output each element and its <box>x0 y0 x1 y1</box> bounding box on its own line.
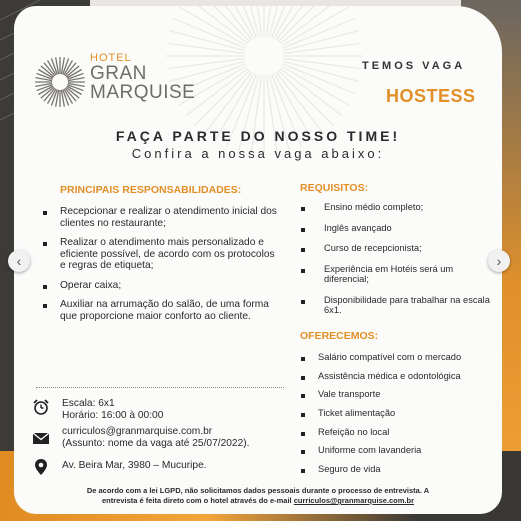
logo-name-line2: MARQUISE <box>90 82 196 103</box>
list-item: Refeição no local <box>298 427 498 438</box>
logo-hotel-label: HOTEL <box>90 52 132 64</box>
temos-vaga-label: TEMOS VAGA <box>362 60 466 72</box>
footer-line2 <box>14 496 502 506</box>
section-divider <box>36 387 284 388</box>
list-item: Ensino médio completo; <box>298 202 498 213</box>
list-item: Disponibilidade para trabalhar na escala 6x1. <box>298 295 498 316</box>
list-item: Salário compatível com o mercado <box>298 352 498 363</box>
list-item: Inglês avançado <box>298 223 498 234</box>
footer-line2-text: entrevista é feita direto com o hotel através do e-mail <box>101 496 292 505</box>
chevron-left-icon: ‹ <box>16 253 22 269</box>
carousel-prev-button[interactable] <box>8 250 30 272</box>
responsibilities-list <box>40 206 278 330</box>
hotel-logo <box>34 52 224 116</box>
offers-title: OFERECEMOS: <box>300 330 379 342</box>
footer-line1: De acordo com a lei LGPD, não solicitamos dados pessoais durante o processo de entrevista. A <box>86 486 430 495</box>
requirements-title: REQUISITOS: <box>300 182 369 194</box>
location-pin-icon <box>32 458 50 476</box>
offers-list <box>298 352 498 483</box>
list-item: Realizar o atendimento mais personalizado e eficiente possível, de acordo com os protocolos e regras de etiqueta; <box>40 237 278 272</box>
logo-name-line1: GRAN <box>90 63 147 84</box>
headline-subtitle: Confira a nossa vaga abaixo: <box>131 146 385 161</box>
responsibilities-title: PRINCIPAIS RESPONSABILIDADES: <box>60 184 242 196</box>
chevron-right-icon: › <box>496 253 502 269</box>
address-line: Av. Beira Mar, 3980 – Mucuripe. <box>62 460 207 471</box>
list-item: Curso de recepcionista; <box>298 243 498 254</box>
list-item: Assistência médica e odontológica <box>298 371 498 382</box>
requirements-list <box>298 202 498 326</box>
footer-email-link[interactable]: curriculos@granmarquise.com.br <box>293 496 414 505</box>
list-item: Experiência em Hotéis será um diferencial; <box>298 264 498 285</box>
carousel-next-button[interactable] <box>488 250 510 272</box>
list-item: Recepcionar e realizar o atendimento inicial dos clientes no restaurante; <box>40 206 278 229</box>
headline-title: FAÇA PARTE DO NOSSO TIME! <box>115 128 401 144</box>
alarm-clock-icon <box>32 398 50 416</box>
position-title: HOSTESS <box>386 86 476 106</box>
list-item: Uniforme com lavanderia <box>298 445 498 456</box>
list-item: Operar caixa; <box>40 280 278 292</box>
email-address[interactable]: curriculos@granmarquise.com.br <box>62 426 213 437</box>
list-item: Ticket alimentação <box>298 408 498 419</box>
schedule-line: Escala: 6x1 <box>62 398 115 409</box>
email-subject-note: (Assunto: nome da vaga até 25/07/2022). <box>62 438 250 449</box>
envelope-icon <box>32 430 50 448</box>
logo-sun-icon <box>34 56 86 108</box>
list-item: Seguro de vida <box>298 464 498 475</box>
vacancy-card <box>14 6 502 514</box>
hours-line: Horário: 16:00 à 00:00 <box>62 410 164 421</box>
lgpd-footer <box>14 486 502 506</box>
list-item: Auxiliar na arrumação do salão, de uma forma que proporcione maior conforto ao cliente. <box>40 299 278 322</box>
logo-wordmark <box>90 52 195 102</box>
list-item: Vale transporte <box>298 389 498 400</box>
